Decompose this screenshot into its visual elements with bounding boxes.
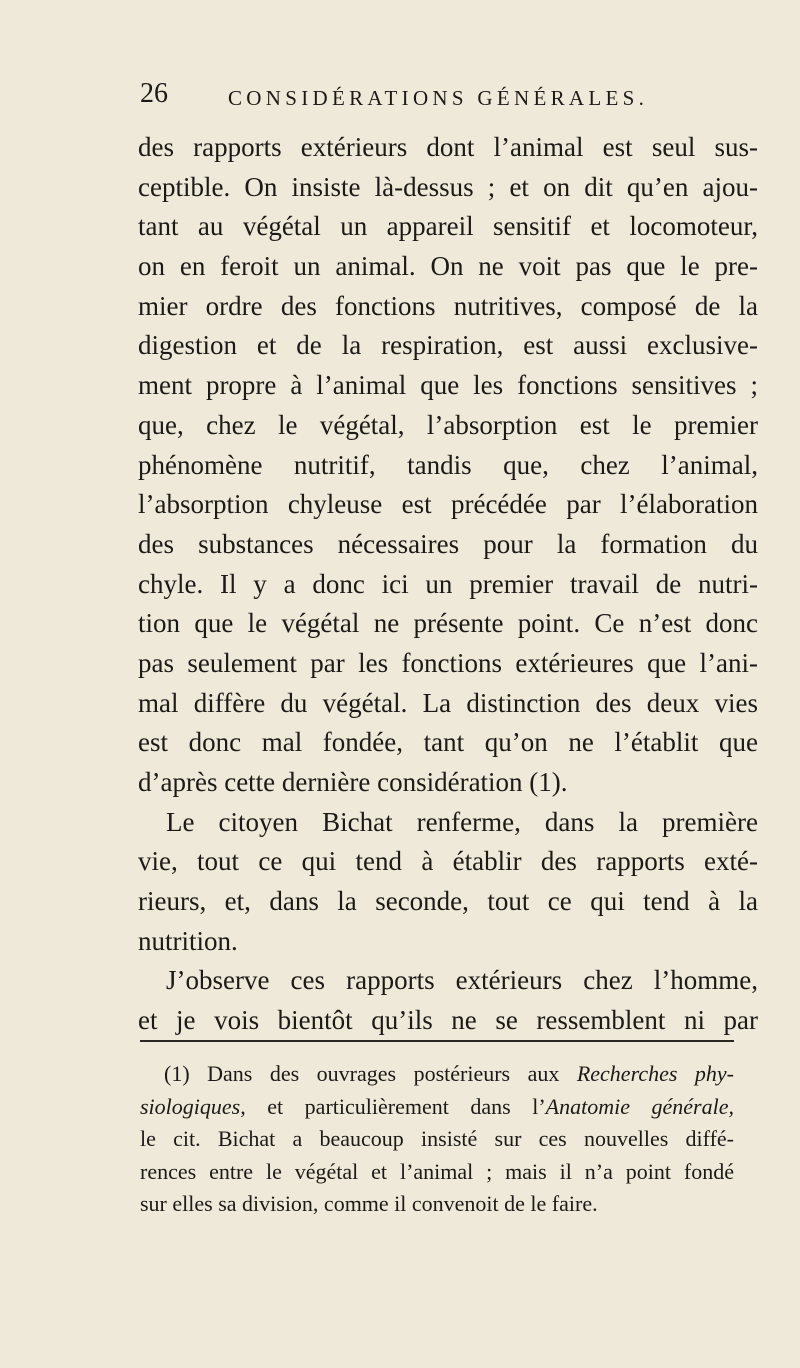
text-line: des substances nécessaires pour la formation du: [138, 528, 758, 559]
page-header: [140, 78, 740, 118]
text-line: des rapports extérieurs dont l’animal est seul sus-: [138, 132, 758, 162]
footnote-line: [140, 1091, 734, 1124]
text-line: et je vois bientôt qu’ils ne se ressemblent ni par: [138, 1005, 758, 1036]
text-line: rieurs, et, dans la seconde, tout ce qui tend à la: [138, 886, 758, 917]
footnote-italic: Recherches phy-: [576, 1061, 734, 1086]
text-line: vie, tout ce qui tend à établir des rapports exté-: [138, 846, 758, 877]
footnote-line: le cit. Bichat a beaucoup insisté sur ces nouvelles diffé-: [140, 1126, 734, 1152]
text-line: phénomène nutritif, tandis que, chez l’animal,: [138, 449, 758, 480]
text-line: ment propre à l’animal que les fonctions sensitives ;: [138, 370, 758, 401]
text-line: nutrition.: [138, 925, 238, 956]
text-line: Le citoyen Bichat renferme, dans la première: [166, 806, 758, 837]
footnote-line: rences entre le végétal et l’animal ; mais il n’a point fondé: [140, 1158, 734, 1184]
footnote-italic: Anatomie générale,: [545, 1093, 734, 1119]
text-line: est donc mal fondée, tant qu’on ne l’établit que: [138, 727, 758, 758]
text-line: que, chez le végétal, l’absorption est le premier: [138, 409, 758, 440]
footnote: [140, 1058, 734, 1221]
text-line: mier ordre des fonctions nutritives, composé de la: [138, 290, 758, 321]
text-line: mal diffère du végétal. La distinction des deux vies: [138, 687, 758, 718]
text-line: digestion et de la respiration, est aussi exclusive-: [138, 330, 758, 361]
footnote-rule: [140, 1040, 734, 1042]
text-line: on en feroit un animal. On ne voit pas que le pre-: [138, 251, 758, 282]
text-line: d’après cette dernière considération (1).: [138, 767, 568, 797]
text-line: l’absorption chyleuse est précédée par l’élaboration: [138, 489, 758, 520]
page-number: 26: [140, 78, 168, 109]
footnote-italic: siologiques: [140, 1093, 241, 1119]
text-line: chyle. Il y a donc ici un premier travail de nutri-: [138, 568, 758, 599]
text-line: tant au végétal un appareil sensitif et locomoteur,: [138, 211, 758, 242]
footnote-line: [140, 1058, 734, 1091]
footnote-text: (1) Dans des ouvrages postérieurs aux: [164, 1061, 577, 1086]
text-line: pas seulement par les fonctions extérieures que l’ani-: [138, 647, 758, 678]
text-line: ceptible. On insiste là-dessus ; et on dit qu’en ajou-: [138, 171, 758, 202]
running-title: CONSIDÉRATIONS GÉNÉRALES.: [228, 86, 649, 110]
body-text: [138, 128, 758, 1041]
footnote-line: sur elles sa division, comme il convenoit de le faire.: [140, 1191, 598, 1217]
text-line: J’observe ces rapports extérieurs chez l’homme,: [166, 965, 758, 996]
text-line: tion que le végétal ne présente point. Ce n’est donc: [138, 608, 758, 639]
footnote-text: , et particulièrement dans l’: [240, 1093, 546, 1119]
